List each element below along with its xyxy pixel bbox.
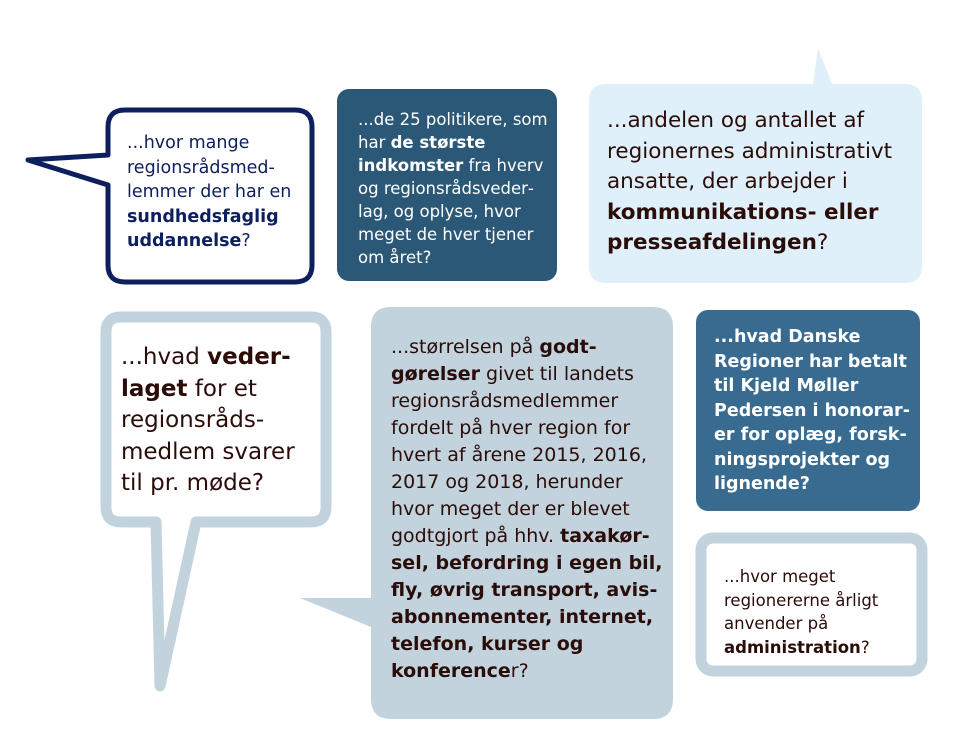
bubble-fee-per-meeting-text xyxy=(121,342,311,500)
bold-text-segment: taxakørsel, befordring i egen bil, fly, øvrig transport, avisabonnementer, internet, telefon, kurser og konference xyxy=(391,525,663,682)
bubble-health-education-text xyxy=(127,131,305,254)
text-segment: ? xyxy=(816,230,829,255)
bold-text-segment: vederlaget xyxy=(121,344,291,402)
bubble-administration-spending-text xyxy=(724,565,912,659)
text-segment: ...hvor mange regionsrådsmedlemmer der har en xyxy=(127,133,292,202)
bubble-communications-staff-text xyxy=(607,106,907,259)
bold-text-segment: administration xyxy=(724,637,861,657)
bold-text-segment: sundhedsfaglig uddannelse xyxy=(127,206,279,251)
text-segment: ? xyxy=(860,637,870,657)
bubble-top-25-income-text xyxy=(358,108,554,269)
bubble-allowances-text xyxy=(391,334,663,685)
text-segment: givet til landets regionsrådsmedlemmer fordelt på hver region for hvert af årene 2015, 2016, 2017 og 2018, herunder hvor meget der er blevet godtgjort på hhv. xyxy=(391,363,647,547)
text-segment: ...hvor meget regionererne årligt anvender på xyxy=(724,567,879,633)
bubble-kjeld-moller-pedersen-fees-text xyxy=(714,325,910,497)
text-segment: for et regionsrådsmedlem svarer til pr. møde? xyxy=(121,375,295,496)
text-segment: ...de 25 politikere, som har xyxy=(358,110,548,152)
text-segment: ? xyxy=(241,231,251,251)
text-segment: ...andelen og antallet af regionernes administrativt ansatte, der arbejder i xyxy=(607,108,893,194)
text-segment: ...størrelsen på xyxy=(391,336,540,358)
bold-text-segment: godtgørelser xyxy=(391,336,597,385)
bold-text-segment: ...hvad Danske Regioner har betalt til Kjeld Møller Pedersen i honorarer for oplæg, forskningsprojekter og lignende? xyxy=(714,327,910,494)
bold-text-segment: de største indkomster xyxy=(358,133,486,175)
bold-text-segment: kommunikations- eller presseafdelingen xyxy=(607,199,879,255)
text-segment: r? xyxy=(510,660,529,682)
text-segment: fra hverv og regionsrådsvederlag, og oplyse, hvor meget de hver tjener om året? xyxy=(358,156,544,267)
text-segment: ...hvad xyxy=(121,344,208,370)
